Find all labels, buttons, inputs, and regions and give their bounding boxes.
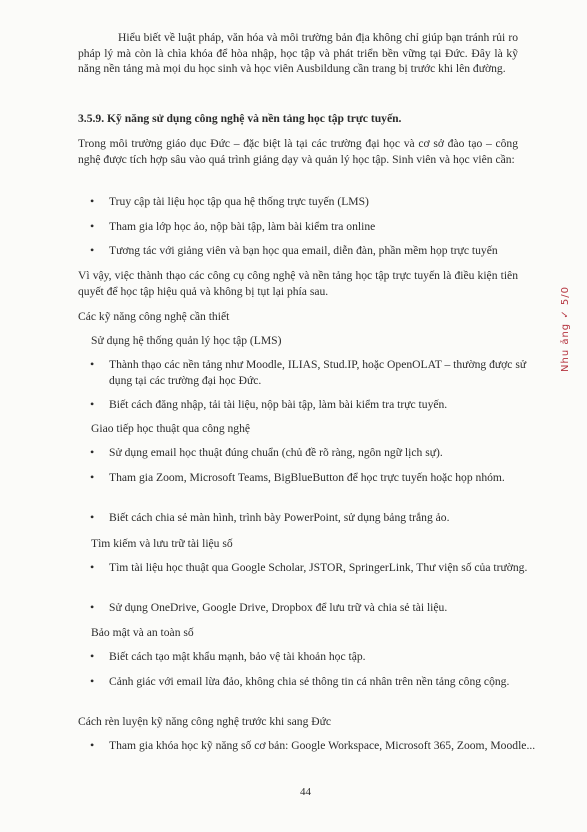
list-item: • Tham gia khóa học kỹ năng số cơ bản: Google Workspace, Microsoft 365, Zoom, Moodle... [109, 738, 539, 754]
group-title-security: Bảo mật và an toàn số [91, 626, 194, 639]
page-number: 44 [300, 786, 311, 798]
paragraph-context: Trong môi trường giáo dục Đức – đặc biệt là tại các trường đại học và cơ sở đào tạo – công nghệ được tích hợp sâu vào quá trình giảng dạy và quản lý học tập. Sinh viên và học viên cần: [78, 137, 518, 166]
list-item: • Tham gia lớp học ảo, nộp bài tập, làm bài kiểm tra online [109, 219, 531, 235]
skills-title: Các kỹ năng công nghệ cần thiết [78, 310, 230, 323]
intro-paragraph: Hiểu biết về luật pháp, văn hóa và môi trường bản địa không chỉ giúp bạn tránh rủi ro pháp lý mà còn là chìa khóa để hòa nhập, học tập và phát triển bền vững tại Đức. Đây là kỹ năng nền tảng mà mọi du học sinh và học viên Ausbildung cần trang bị trước khi lên đường. [78, 31, 518, 76]
list-item: • Truy cập tài liệu học tập qua hệ thống trực tuyến (LMS) [109, 194, 531, 210]
list-item: • Tương tác với giảng viên và bạn học qua email, diễn đàn, phần mềm họp trực tuyến [109, 243, 531, 259]
list-item: • Cảnh giác với email lừa đảo, không chia sẻ thông tin cá nhân trên nền tảng công cộng. [109, 674, 531, 690]
list-item: • Thành thạo các nền tảng như Moodle, ILIAS, Stud.IP, hoặc OpenOLAT – thường được sử dụng tại các trường đại học Đức. [109, 357, 531, 388]
group-title-search: Tìm kiếm và lưu trữ tài liệu số [91, 537, 233, 550]
list-item: • Tham gia Zoom, Microsoft Teams, BigBlueButton để học trực tuyến hoặc họp nhóm. [109, 470, 531, 486]
group-title-communication: Giao tiếp học thuật qua công nghệ [91, 422, 251, 435]
list-item: • Sử dụng email học thuật đúng chuẩn (chủ đề rõ ràng, ngôn ngữ lịch sự). [109, 445, 531, 461]
list-item: • Tìm tài liệu học thuật qua Google Scholar, JSTOR, SpringerLink, Thư viện số của trường. [109, 560, 531, 576]
list-item: • Biết cách chia sẻ màn hình, trình bày PowerPoint, sử dụng bảng trắng ảo. [109, 510, 531, 526]
group-title-lms: Sử dụng hệ thống quản lý học tập (LMS) [91, 334, 282, 347]
paragraph-conclusion: Vì vậy, việc thành thạo các công cụ công nghệ và nền tảng học tập trực tuyến là điều kiện tiên quyết để học tập hiệu quả và không bị tụt lại phía sau. [78, 269, 518, 298]
section-heading: 3.5.9. Kỹ năng sử dụng công nghệ và nền tảng học tập trực tuyến. [78, 112, 402, 125]
prep-title: Cách rèn luyện kỹ năng công nghệ trước khi sang Đức [78, 715, 332, 728]
list-item: • Biết cách đăng nhập, tải tài liệu, nộp bài tập, làm bài kiểm tra trực tuyến. [109, 397, 531, 413]
handwritten-margin-note: Nhu ảng ✓ 5/0 [560, 286, 571, 372]
list-item: • Sử dụng OneDrive, Google Drive, Dropbox để lưu trữ và chia sẻ tài liệu. [109, 600, 531, 616]
list-item: • Biết cách tạo mật khẩu mạnh, bảo vệ tài khoản học tập. [109, 649, 531, 665]
